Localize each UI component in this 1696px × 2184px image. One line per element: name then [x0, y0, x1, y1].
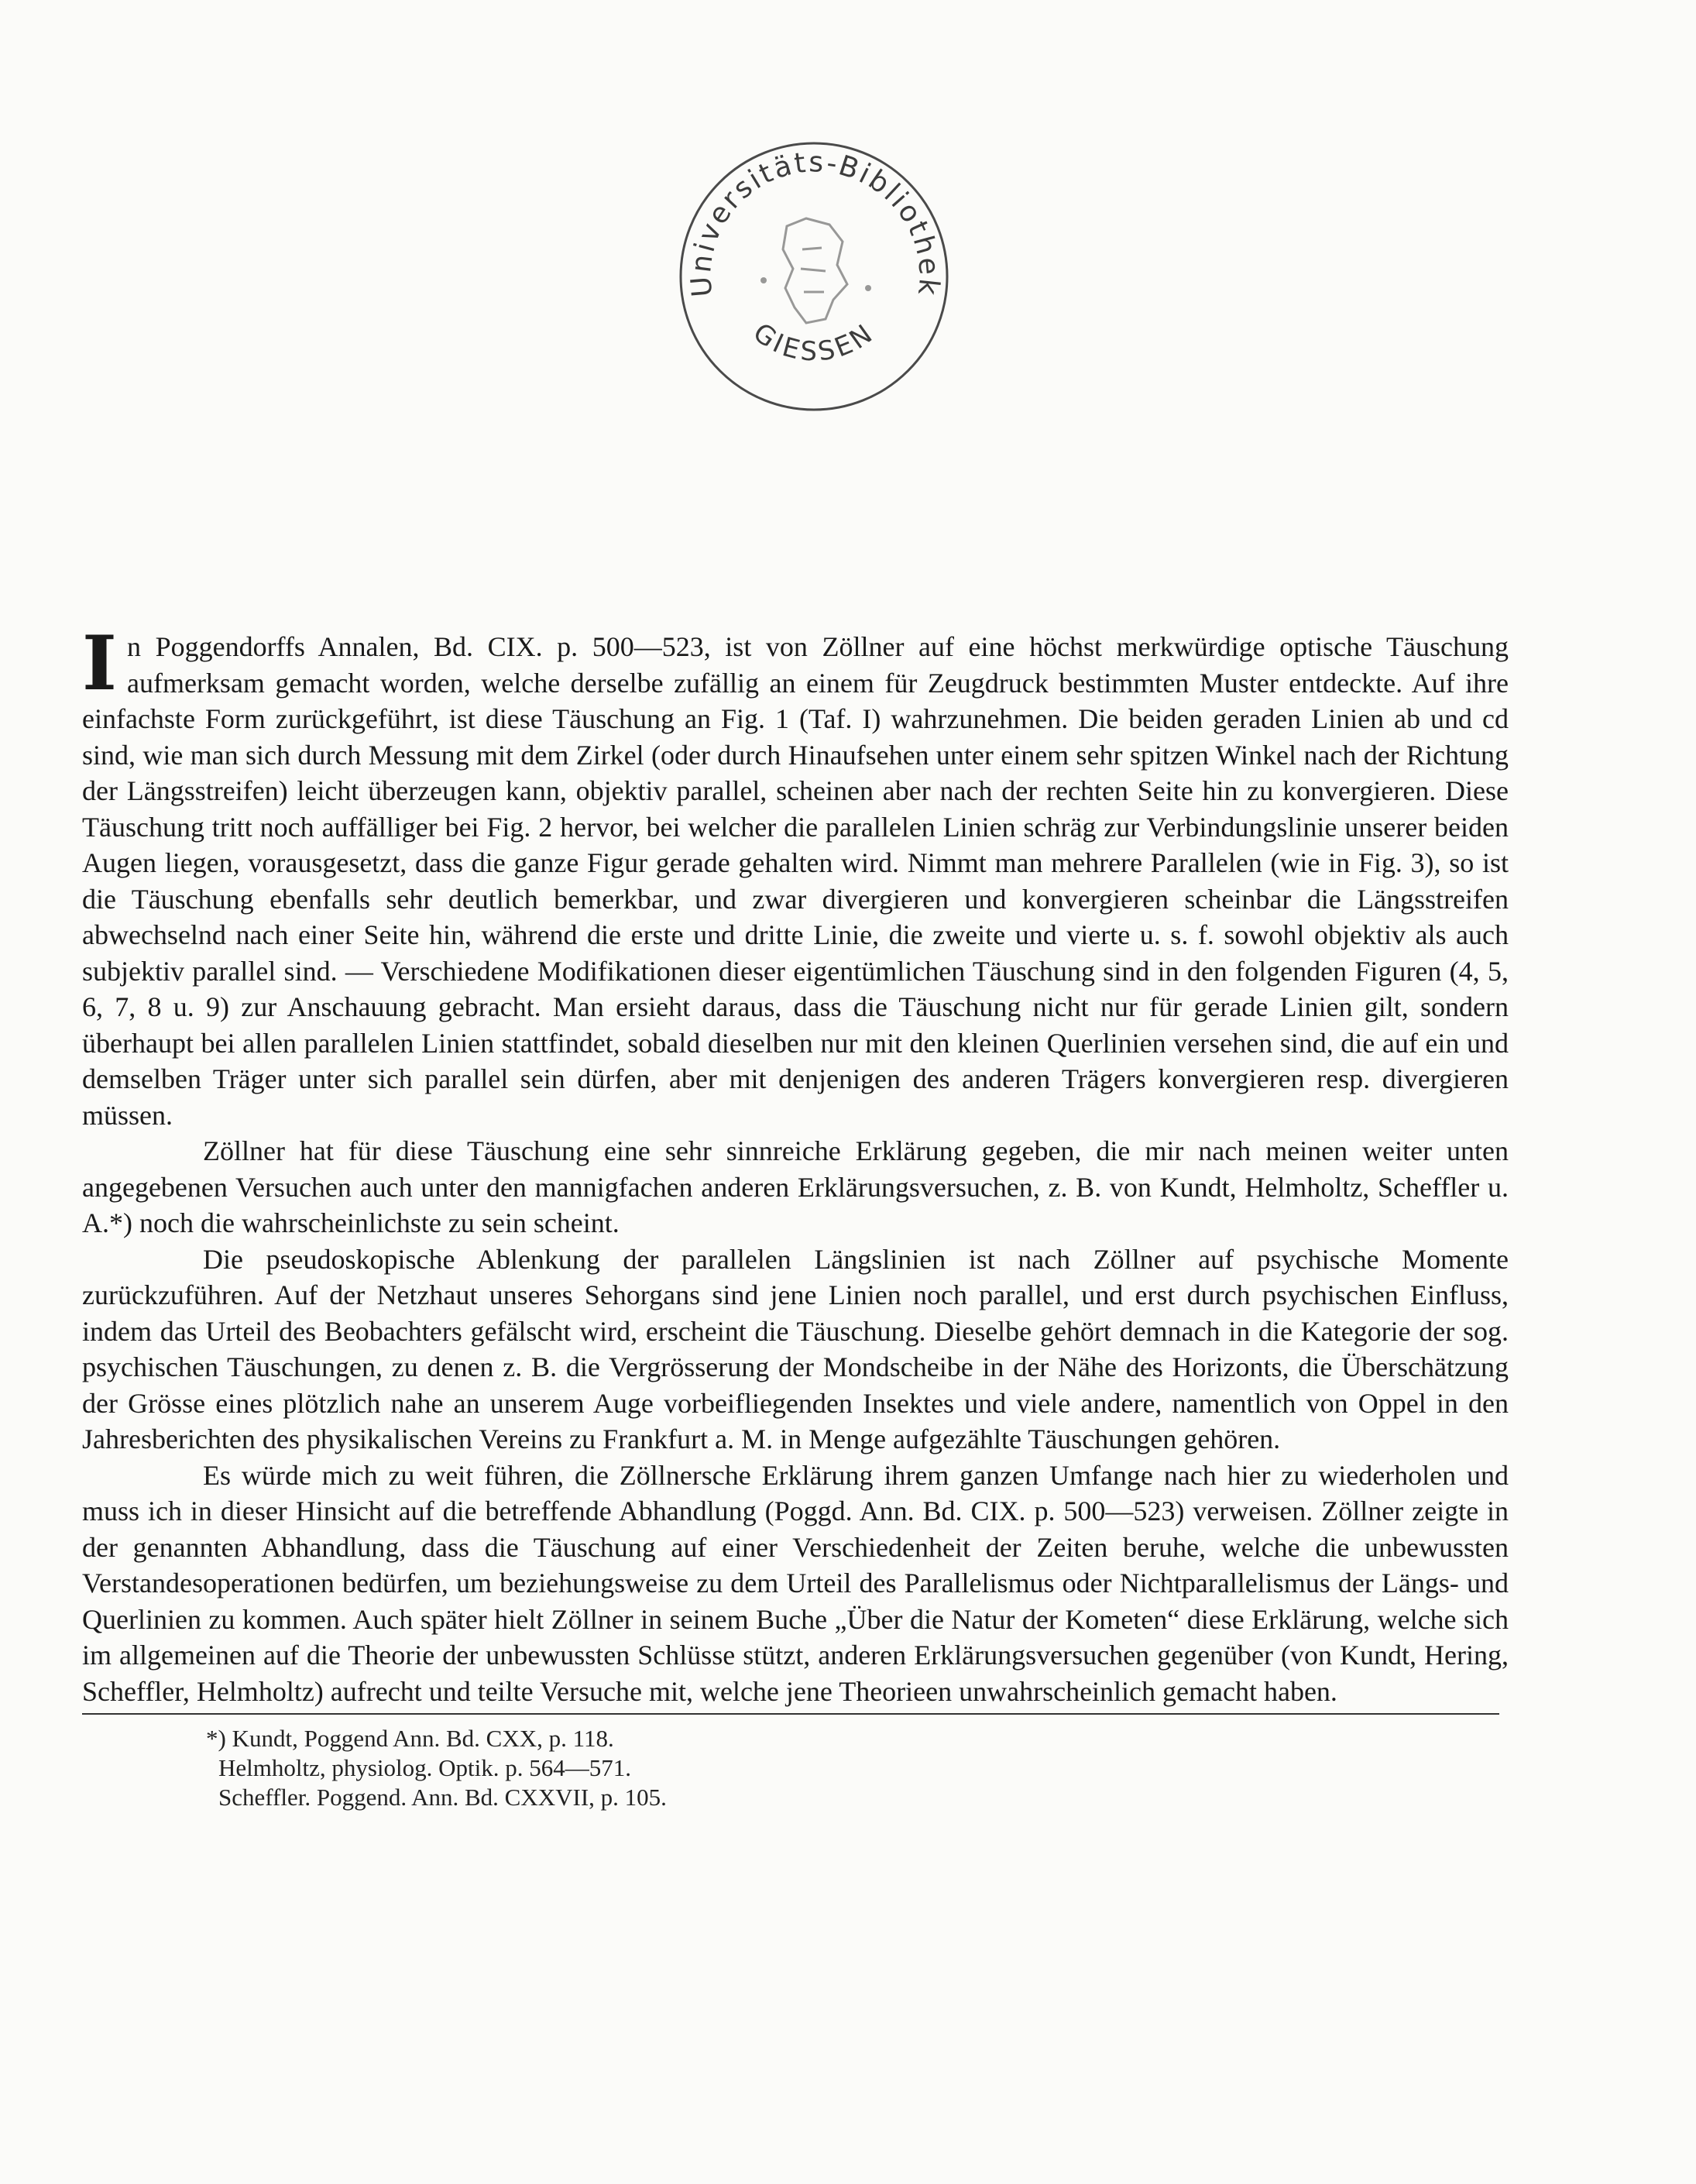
- footnote-1: *) Kundt, Poggend Ann. Bd. CXX, p. 118.: [206, 1725, 614, 1752]
- footnotes: [206, 1724, 1368, 1812]
- body-text: [82, 620, 1509, 1709]
- paragraph-1-text: n Poggendorffs Annalen, Bd. CIX. p. 500—523, ist von Zöllner auf eine höchst merkwürdige optische Täuschung aufmerksam gemacht worden, welche derselbe zufällig an einem für Zeugdruck bestimmten Muster entdeckte. Auf ihre einfachste Form zurückgeführt, ist diese Täuschung an Fig. 1 (Taf. I) wahrzunehmen. Die beiden geraden Linien ab und cd sind, wie man sich durch Messung mit dem Zirkel (oder durch Hinaufsehen unter einem sehr spitzen Winkel nach der Richtung der Längsstreifen) leicht überzeugen kann, objektiv parallel, scheinen aber nach der rechten Seite hin zu konvergieren. Diese Täuschung tritt noch auffälliger bei Fig. 2 hervor, bei welcher die parallelen Linien schräg zur Verbindungslinie unserer beiden Augen liegen, vorausgesetzt, dass die ganze Figur gerade gehalten wird. Nimmt man mehrere Parallelen (wie in Fig. 3), so ist die Täuschung ebenfalls sehr deutlich bemerkbar, und zwar divergieren und konvergieren scheinbar die Längsstreifen abwechselnd nach einer Seite hin, während die erste und dritte Linie, die zweite und vierte u. s. f. sowohl objektiv als auch subjektiv parallel sind. — Verschiedene Modifikationen dieser eigentümlichen Täuschung sind in den folgenden Figuren (4, 5, 6, 7, 8 u. 9) zur Anschauung gebracht. Man ersieht daraus, dass die Täuschung nicht nur für gerade Linien gilt, sondern überhaupt bei allen parallelen Linien stattfindet, sobald dieselben nur mit den kleinen Querlinien versehen sind, die auf ein und demselben Träger unter sich parallel sein dürfen, aber mit denjenigen des anderen Trägers konvergieren resp. divergieren müssen.: [82, 631, 1509, 1131]
- paragraph-2: Zöllner hat für diese Täuschung eine sehr sinnreiche Erklärung gegeben, die mir nach meinen weiter unten angegebenen Versuchen auch unter den mannigfachen anderen Erklärungsversuchen, z. B. von Kundt, Helmholtz, Scheffler u. A.*) noch die wahrscheinlichste zu sein scheint.: [82, 1135, 1509, 1238]
- library-stamp: [671, 133, 957, 420]
- footnote-3: Scheffler. Poggend. Ann. Bd. CXXVII, p. 105.: [218, 1784, 667, 1811]
- stamp-ring-icon: [681, 143, 947, 410]
- stamp-city-text: GIESSEN: [747, 317, 881, 368]
- lion-emblem-icon: [760, 218, 871, 323]
- stamp-arc-text: Universitäts-Bibliothek: [685, 146, 945, 299]
- paragraph-1: [82, 620, 1509, 1133]
- drop-cap-initial: I: [82, 620, 117, 707]
- paragraph-4: Es würde mich zu weit führen, die Zöllnersche Erklärung ihrem ganzen Umfange nach hier zu wiederholen und muss ich in dieser Hinsicht auf die betreffende Abhandlung (Poggd. Ann. Bd. CIX. p. 500—523) verweisen. Zöllner zeigte in der genannten Abhandlung, dass die Täuschung auf einer Verschiedenheit der Zeiten beruhe, welche die unbewussten Verstandesoperationen bedürfen, um beziehungsweise zu dem Urteil des Parallelismus oder Nichtparallelismus der Längs- und Querlinien zu kommen. Auch später hielt Zöllner in seinem Buche „Über die Natur der Kometen“ diese Erklärung, welche sich im allgemeinen auf die Theorie der unbewussten Schlüsse stützt, anderen Erklärungsversuchen gegenüber (von Kundt, Hering, Scheffler, Helmholtz) aufrecht und teilte Versuche mit, welche jene Theorieen unwahrscheinlich gemacht haben.: [82, 1459, 1509, 1707]
- library-stamp-graphic: [671, 133, 957, 420]
- paragraph-3: Die pseudoskopische Ablenkung der parallelen Längslinien ist nach Zöllner auf psychische Momente zurückzuführen. Auf der Netzhaut unseres Sehorgans sind jene Linien noch parallel, und erst durch psychischen Einfluss, indem das Urteil des Beobachters gefälscht wird, erscheint die Täuschung. Dieselbe gehört demnach in die Kategorie der sog. psychischen Täuschungen, zu denen z. B. die Vergrösserung der Mondscheibe in der Nähe des Horizonts, die Überschätzung der Grösse eines plötzlich nahe an unserem Auge vorbeifliegenden Insektes und viele andere, namentlich von Oppel in den Jahresberichten des physikalischen Vereins zu Frankfurt a. M. in Menge aufgezählte Täuschungen gehören.: [82, 1243, 1509, 1454]
- footnote-2: Helmholtz, physiolog. Optik. p. 564—571.: [218, 1754, 632, 1781]
- footnote-divider: [82, 1713, 1499, 1715]
